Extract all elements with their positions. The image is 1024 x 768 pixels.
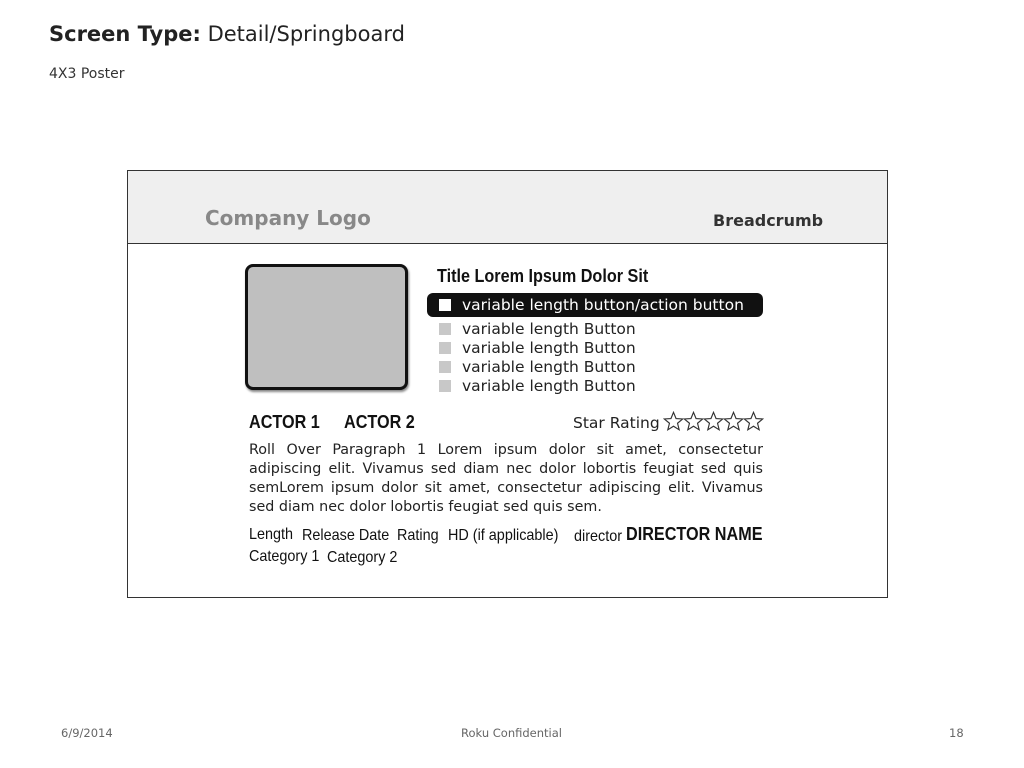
action-button-list <box>427 293 763 395</box>
description-paragraph: Roll Over Paragraph 1 Lorem ipsum dolor sit amet, consectetur adipiscing elit. Vivamus sed diam nec dolor lobortis feugiat sed quis semLorem ipsum dolor sit amet, consectetur adipiscing elit. Vivamus sed diam nec dolor lobortis feugiat sed quis sem. <box>249 442 763 515</box>
star-outline-icon <box>703 411 724 432</box>
action-button[interactable] <box>427 338 763 357</box>
content-title: Title Lorem Ipsum Dolor Sit <box>437 266 649 286</box>
action-button[interactable] <box>427 357 763 376</box>
screen-type-value: Detail/Springboard <box>207 22 405 46</box>
bullet-square-icon <box>439 380 451 392</box>
director-label: director <box>574 528 623 545</box>
star-outline-icon <box>663 411 684 432</box>
action-button-label: variable length Button <box>462 338 636 357</box>
breadcrumb[interactable]: Breadcrumb <box>713 211 824 230</box>
bullet-square-icon <box>439 361 451 373</box>
action-button-label: variable length Button <box>462 376 636 395</box>
footer-confidential: Roku Confidential <box>461 726 562 740</box>
star-rating <box>663 411 763 432</box>
category-1: Category 1 <box>249 548 320 565</box>
category-2: Category 2 <box>327 549 398 566</box>
mockup-header <box>128 171 887 244</box>
screen-type-heading <box>49 22 405 46</box>
bullet-square-icon <box>439 323 451 335</box>
screen-type-label: Screen Type: <box>49 22 201 46</box>
release-date-label: Release Date <box>302 527 390 544</box>
screen-mockup <box>127 170 888 598</box>
action-button-selected[interactable] <box>427 293 763 317</box>
hd-label: HD (if applicable) <box>448 527 559 544</box>
rating-label: Rating <box>397 527 439 544</box>
action-button[interactable] <box>427 319 763 338</box>
length-label: Length <box>249 526 294 543</box>
bullet-square-icon <box>439 342 451 354</box>
footer-date: 6/9/2014 <box>61 726 113 740</box>
poster-image <box>245 264 408 390</box>
slide-subtitle: 4X3 Poster <box>49 66 125 82</box>
footer-page-number: 18 <box>949 726 964 740</box>
actor-1: ACTOR 1 <box>249 412 320 432</box>
star-outline-icon <box>683 411 704 432</box>
bullet-square-icon <box>439 299 451 311</box>
star-outline-icon <box>723 411 744 432</box>
company-logo[interactable]: Company Logo <box>205 206 371 230</box>
action-button[interactable] <box>427 376 763 395</box>
actor-2: ACTOR 2 <box>344 412 415 432</box>
star-rating-label: Star Rating <box>573 414 660 432</box>
star-outline-icon <box>743 411 764 432</box>
action-button-label: variable length Button <box>462 319 636 338</box>
action-button-label: variable length Button <box>462 357 636 376</box>
action-button-label: variable length button/action button <box>462 296 744 314</box>
director-name: DIRECTOR NAME <box>626 524 763 544</box>
